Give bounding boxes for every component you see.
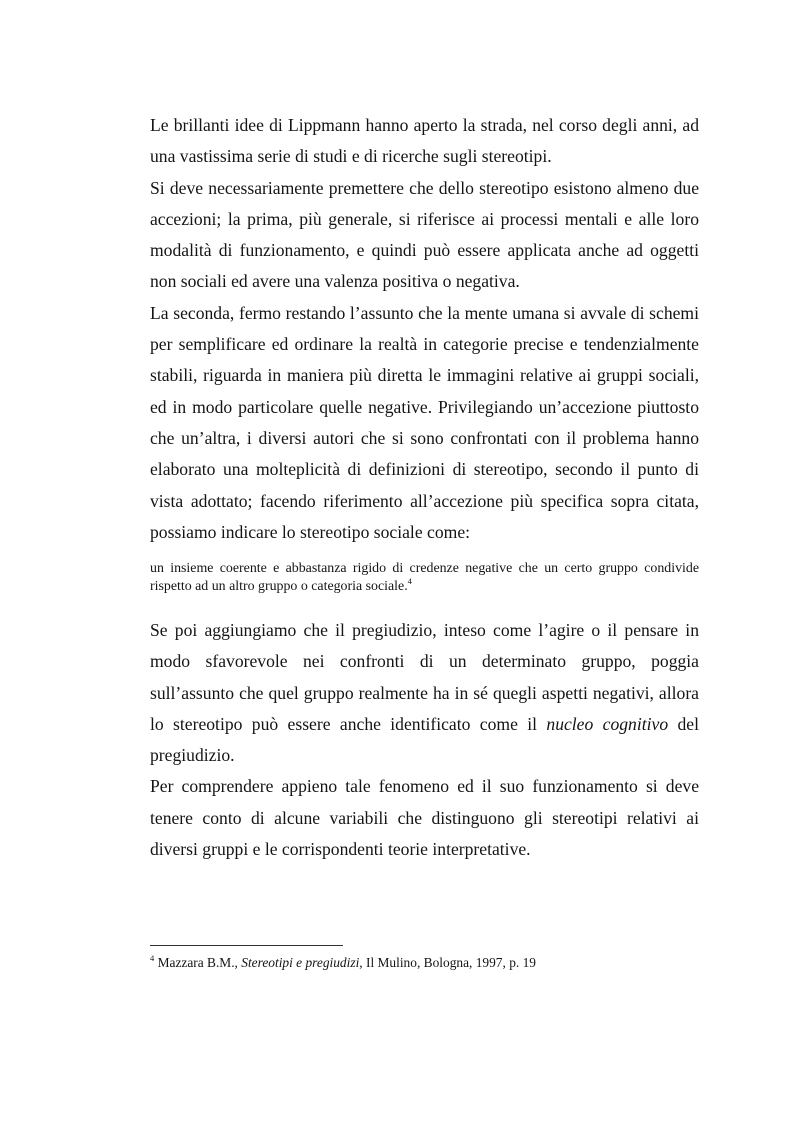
footnote-reference: 4 [407, 575, 412, 586]
body-text [150, 110, 699, 865]
paragraph-4-start: Se poi aggiungiamo che il pregiudizio, inteso come l’agire o il pensare in modo sfavorevole nei confronti di un determinato gruppo, poggia sull’assunto che quel gruppo realmente ha in sé quegli aspetti negativi, allora lo stereotipo può essere anche identificato come il [150, 619, 699, 734]
footnote-number: 4 [150, 953, 155, 963]
paragraph-3: La seconda, fermo restando l’assunto che la mente umana si avvale di schemi per semplificare ed ordinare la realtà in categorie precise e tendenzialmente stabili, riguarda in maniera più diretta le immagini relative ai gruppi sociali, ed in modo particolare quelle negative. Privilegiando un’accezione piuttosto che un’altra, i diversi autori che si sono confrontati con il problema hanno elaborato una molteplicità di definizioni di stereotipo, secondo il punto di vista adottato; facendo riferimento all’accezione più specifica sopra citata, possiamo indicare lo stereotipo sociale come: [150, 302, 699, 542]
paragraph-5: Per comprendere appieno tale fenomeno ed il suo funzionamento si deve tenere conto di alcune variabili che distinguono gli stereotipi relativi ai diversi gruppi e le corrispondenti teorie interpretative. [150, 776, 699, 860]
paragraph-2: Si deve necessariamente premettere che dello stereotipo esistono almeno due accezioni; la prima, più generale, si riferisce ai processi mentali e alle loro modalità di funzionamento, e quindi può essere applicata anche ad oggetti non sociali ed avere una valenza positiva o negativa. [150, 177, 699, 292]
quote-text: un insieme coerente e abbastanza rigido di credenze negative che un certo gruppo condivide rispetto ad un altro gruppo o categoria sociale. [150, 561, 699, 594]
paragraph-4 [150, 615, 699, 771]
footnote-author: Mazzara B.M., [154, 955, 242, 970]
block-quote [150, 560, 699, 595]
footnote-title: Stereotipi e pregiudizi [241, 955, 360, 970]
footnote-separator [150, 945, 343, 946]
footnote [150, 954, 699, 971]
footnote-details: , Il Mulino, Bologna, 1997, p. 19 [359, 955, 536, 970]
emphasis-term: nucleo cognitivo [546, 713, 669, 734]
paragraph-4-end: del pregiudizio. [150, 713, 699, 766]
paragraph-1: Le brillanti idee di Lippmann hanno aperto la strada, nel corso degli anni, ad una vastissima serie di studi e di ricerche sugli stereotipi. [150, 115, 699, 167]
